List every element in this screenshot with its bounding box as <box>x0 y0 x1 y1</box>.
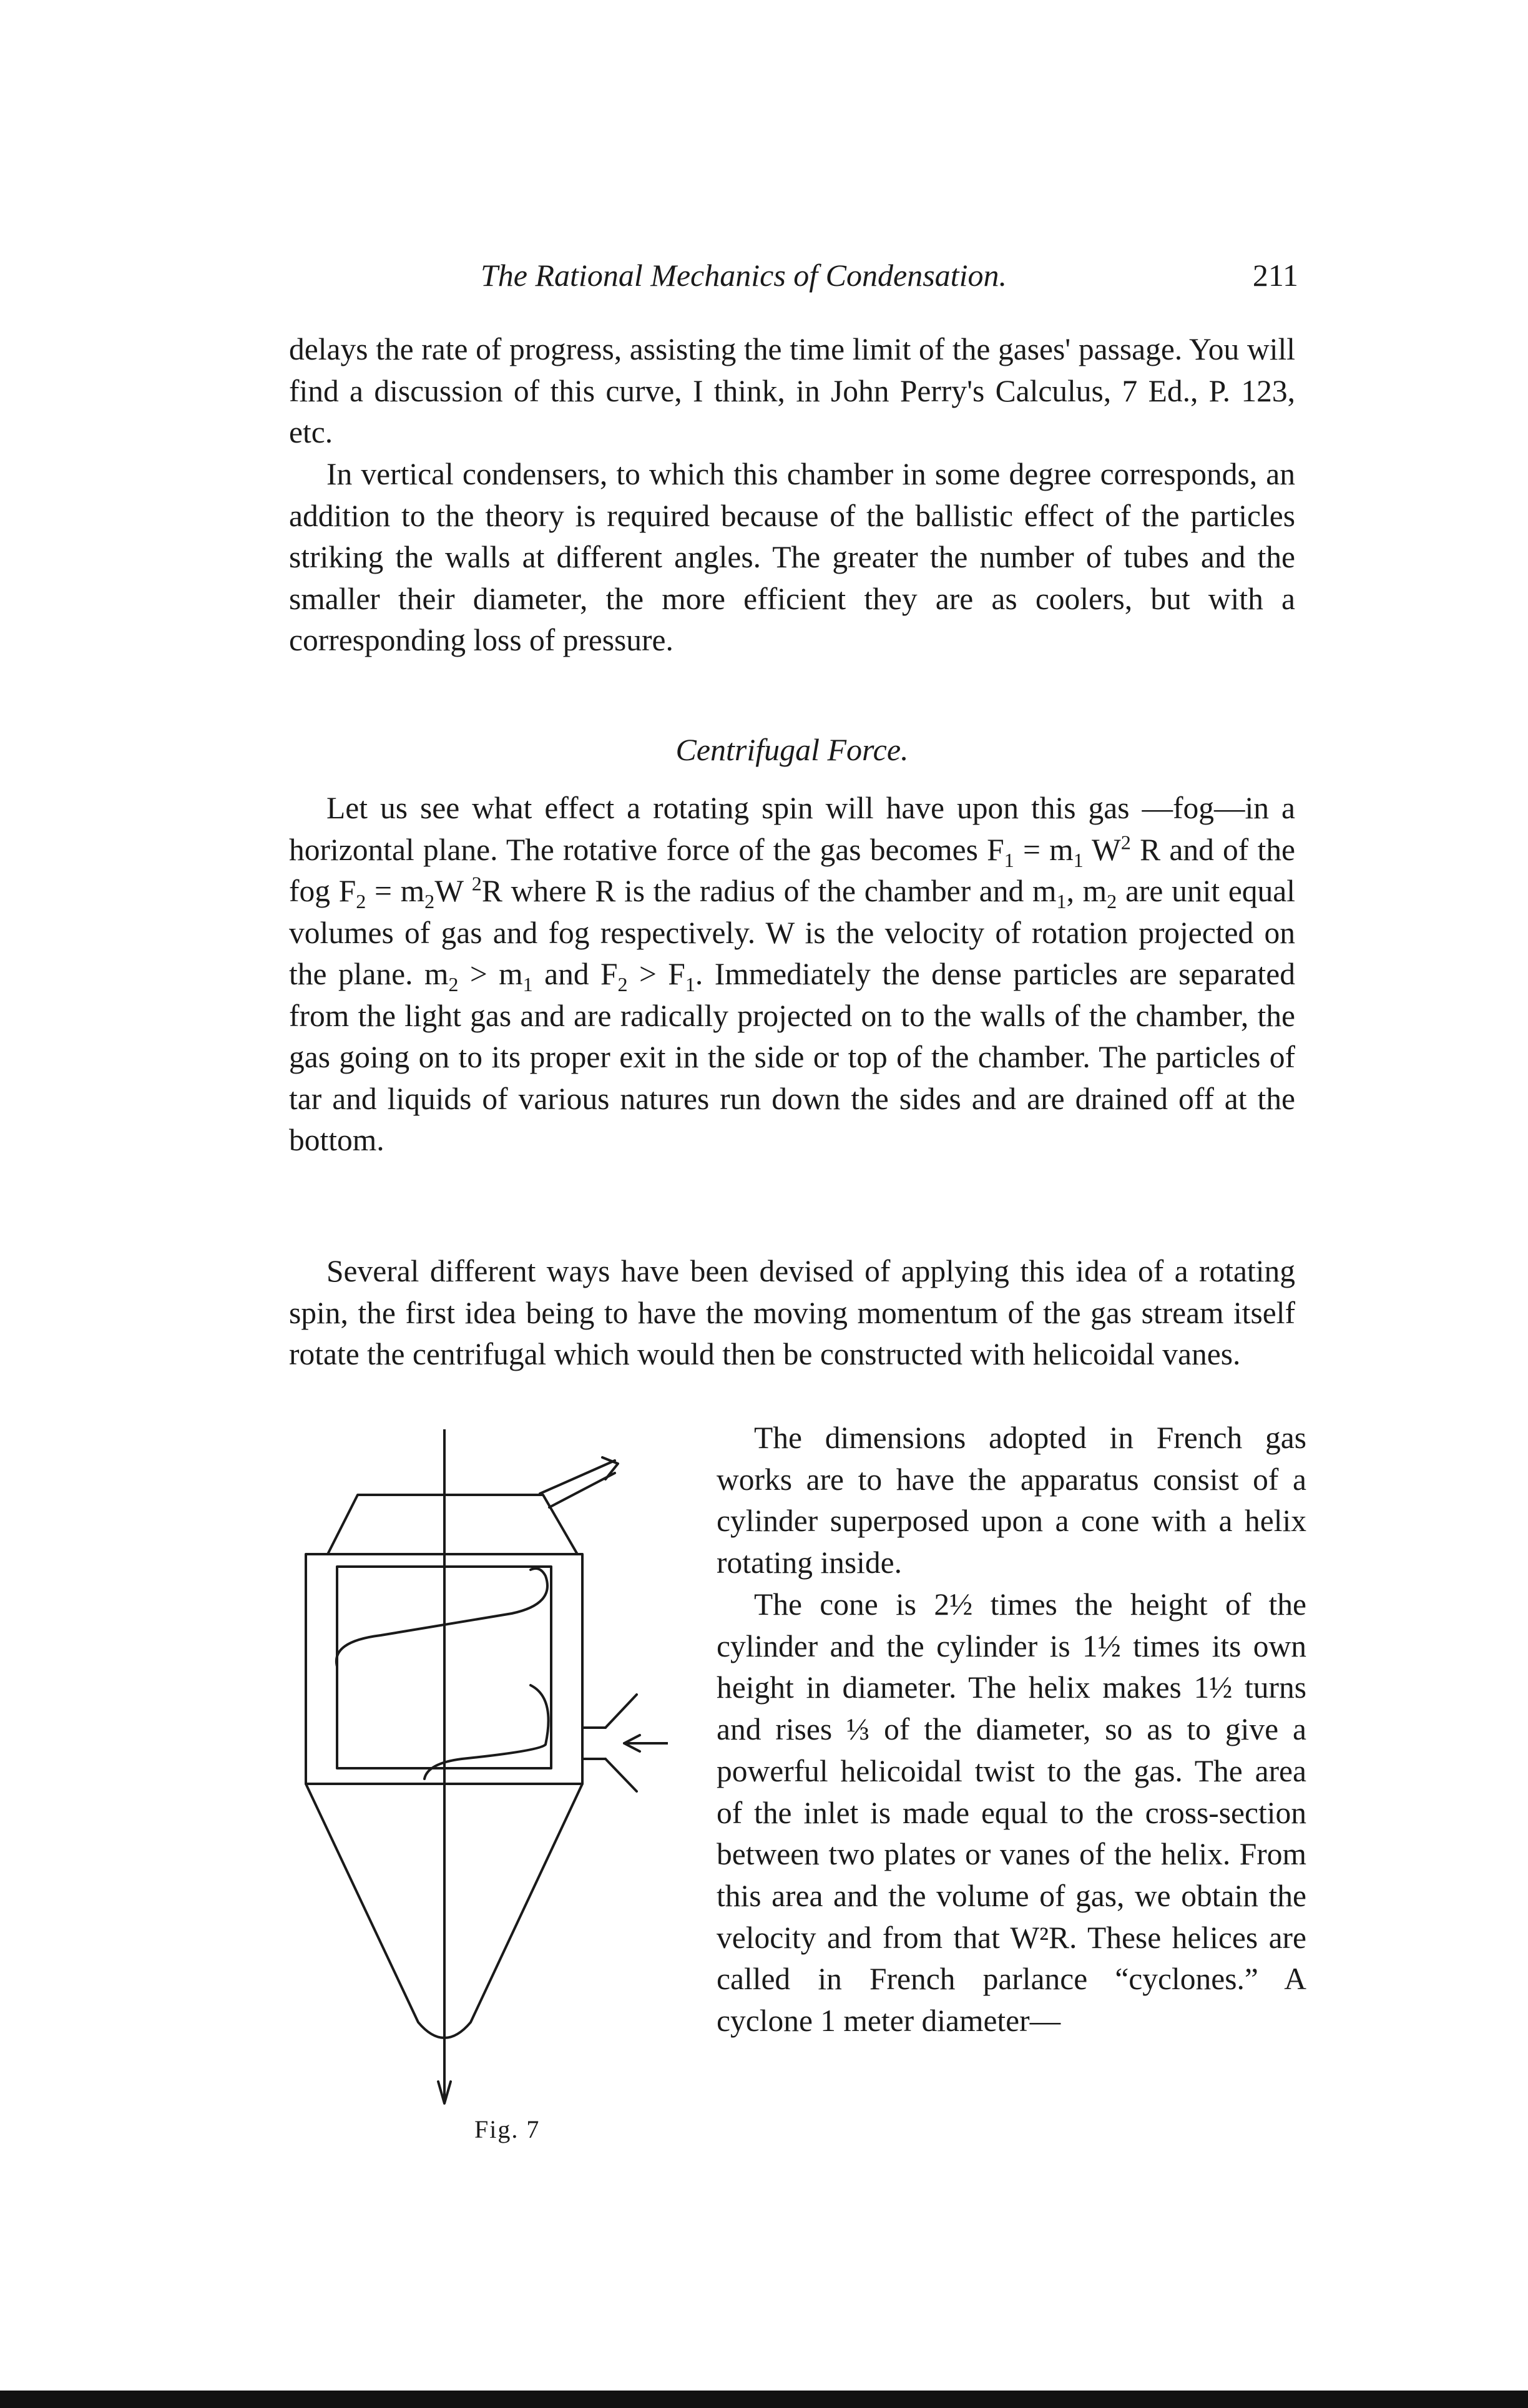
paragraph-1-text: delays the rate of progress, assisting the time limit of the gases' passage. You will find a discussion of this curve, I think, in John Perry's Calculus, 7 Ed., P. 123, etc. <box>289 332 1295 449</box>
inlet-upper-flare <box>605 1695 637 1728</box>
paragraph-1 <box>289 329 1295 454</box>
paragraph-5-text: The dimensions adopted in French gas works are to have the apparatus consist of a cylinder superposed upon a cone with a helix rotating inside. <box>717 1421 1306 1580</box>
inlet-lower-flare <box>605 1759 637 1791</box>
paragraph-4 <box>289 1251 1295 1376</box>
paragraph-6-text: The cone is 2½ times the height of the cylinder and the cylinder is 1½ times its own height in diameter. The helix makes 1½ turns and rises ⅓ of the diameter, so as to give a powerful helicoidal twist to the gas. The area of the inlet is made equal to the cross-section between two plates or vanes of the helix. From this area and the volume of gas, we obtain the velocity and from that W²R. These helices are called in French parlance “cyclones.” A cyclone 1 meter diameter— <box>717 1587 1306 2038</box>
paragraph-3-text: Let us see what effect a rotating spin will have upon this gas —fog—in a horizontal plane. The rotative force of the gas becomes $F_1 = m_1$ $W^2$ R and of the fog $F_2 = m_2W$ $^2$R where R is the radius of the chamber and $m_1$, $m_2$ are unit equal volumes of gas and fog respectively. W is the velocity of rotation projected on the plane. $m_2 > m_1$ and $F_2 > F_1$. Immediately the dense particles are separated from the light gas and are radically projected on to the walls of the chamber, the gas going on to its proper exit in the side or top of the chamber. The particles of tar and liquids of various natures run down the sides and are drained off at the bottom. <box>289 791 1296 1157</box>
running-title: The Rational Mechanics of Condensation. <box>481 258 1007 293</box>
paragraph-3 <box>289 788 1295 1162</box>
running-header <box>287 257 1298 301</box>
cyclone-diagram <box>293 1429 668 2128</box>
paragraph-2 <box>289 454 1295 662</box>
helix-curve-lower <box>424 1685 549 1779</box>
paragraph-5 <box>717 1417 1306 1584</box>
paragraph-2-text: In vertical condensers, to which this chamber in some degree corresponds, an addition to the theory is required because of the ballistic effect of the particles striking the walls at different angles. The greater the number of tubes and the smaller their diameter, the more efficient they are as coolers, but with a corresponding loss of pressure. <box>289 457 1295 657</box>
paragraph-4-text: Several different ways have been devised of applying this idea of a rotating spin, the first idea being to have the moving momentum of the gas stream itself rotate the centrifugal which would then be constructed with helicoidal vanes. <box>289 1254 1295 1371</box>
top-frustum <box>328 1495 577 1554</box>
helix-curve <box>336 1569 547 1667</box>
outlet-pipe-top <box>540 1461 615 1494</box>
figure-caption: Fig. 7 <box>474 2115 541 2143</box>
scan-border <box>0 2391 1528 2408</box>
section-heading: Centrifugal Force. <box>675 732 909 767</box>
page-number: 211 <box>1252 258 1298 293</box>
paragraph-6 <box>717 1584 1306 2042</box>
